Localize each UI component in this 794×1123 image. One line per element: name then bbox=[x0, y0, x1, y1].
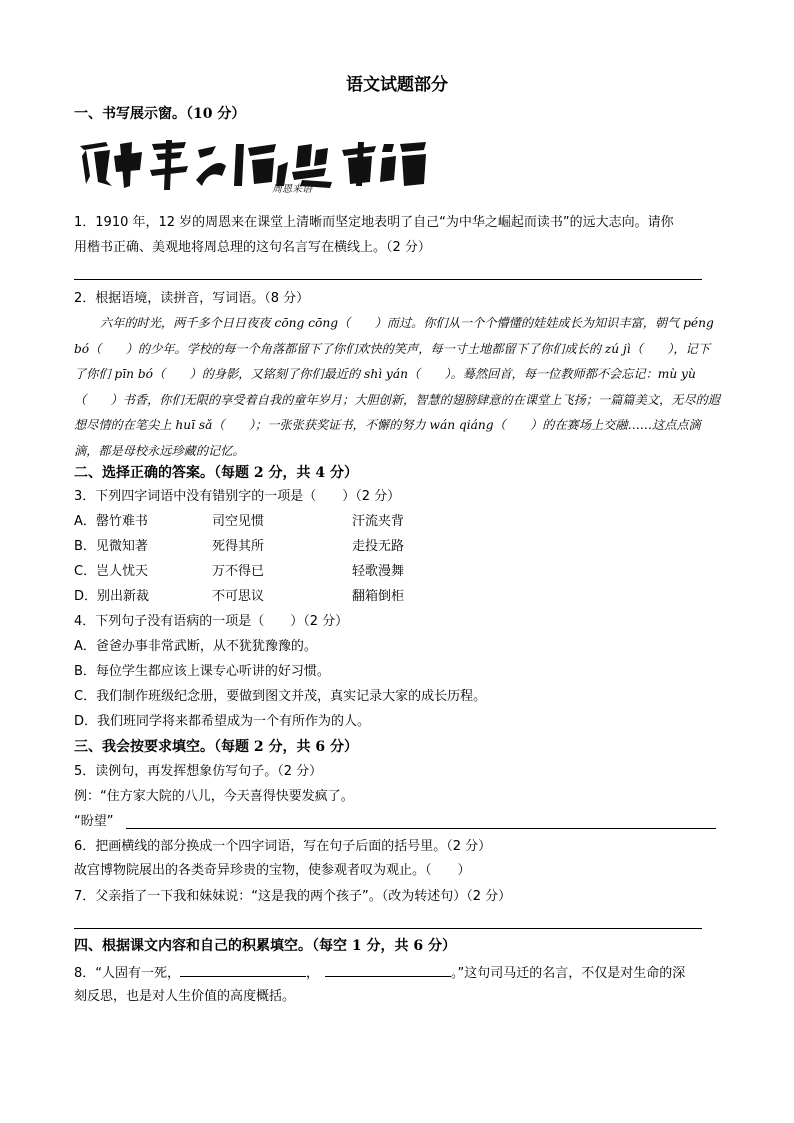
q7-stem: 7．父亲指了一下我和妹妹说：“这是我的两个孩子”。（改为转述句）（2 分） bbox=[74, 889, 512, 904]
section-1-heading: 一、书写展示窗。（10 分） bbox=[74, 106, 246, 122]
q8-blank-1[interactable] bbox=[180, 962, 306, 977]
q2-heading: 2．根据语境，读拼音，写词语。（8 分） bbox=[74, 291, 310, 306]
q1-answer-line[interactable] bbox=[74, 279, 702, 280]
q6-sentence: 故宫博物院展出的各类奇异珍贵的宝物，使参观者叹为观止。（ ） bbox=[74, 863, 471, 878]
q5-answer-line[interactable] bbox=[126, 828, 716, 829]
q3-option-d-word-3: 翻箱倒柜 bbox=[352, 589, 405, 604]
q8-blank-2[interactable] bbox=[325, 962, 451, 977]
q6-stem: 6．把画横线的部分换成一个四字词语，写在句子后面的括号里。（2 分） bbox=[74, 839, 492, 854]
q3-option-c-word-2: 万不得已 bbox=[212, 564, 265, 579]
q3-option-c[interactable]: C．岂人忧天 bbox=[74, 564, 149, 579]
q7-answer-line[interactable] bbox=[74, 928, 702, 929]
q1-line-1: 1．1910 年，12 岁的周恩来在课堂上清晰而坚定地表明了自己“为中华之崛起而读书”的远大志向。请你 bbox=[74, 215, 674, 230]
calligraphy-image bbox=[76, 136, 432, 196]
q4-stem: 4．下列句子没有语病的一项是（ ）（2 分） bbox=[74, 614, 349, 629]
q3-option-d[interactable]: D．别出新裁 bbox=[74, 589, 150, 604]
q2-passage: 六年的时光，两千多个日日夜夜 cōng cōng（ ）而过。你们从一个个懵懂的娃娃成长为知识丰富，朝气 péng bó（ ）的少年。学校的每一个角落都留下了你们欢快的笑声，每一寸土地都留下了你们成长的 zú jì（ ），记下了你们 pīn bó（ ）的身影，又铭刻了你们最近的 shì yán（ ）。蓦然回首，每一位教师都不会忘记：mù yù（ ）书香，你们无限的享受着自我的童年岁月；大胆创新，智慧的翅膀肆意的在课堂上飞扬；一篇篇美文，无尽的遐想尽情的在笔尖上 huī sǎ（ ）；一张张获奖证书，不懈的努力 wán qiáng（ ）的在赛场上交融……这点点滴滴，都是母校永远珍藏的记忆。 bbox=[74, 316, 720, 458]
q5-stem: 5．读例句，再发挥想象仿写句子。（2 分） bbox=[74, 764, 323, 779]
q8-part-a: 8．“人固有一死， bbox=[74, 966, 181, 981]
section-3-heading: 三、我会按要求填空。（每题 2 分，共 6 分） bbox=[74, 739, 358, 755]
q3-option-b[interactable]: B．见微知著 bbox=[74, 539, 148, 554]
q8-part-b: ， bbox=[306, 966, 320, 981]
page-title: 语文试题部分 bbox=[346, 75, 448, 95]
q4-option-d[interactable]: D．我们班同学将来都希望成为一个有所作为的人。 bbox=[74, 714, 371, 729]
section-4-heading: 四、根据课文内容和自己的积累填空。（每空 1 分，共 6 分） bbox=[74, 938, 456, 954]
q3-option-a-word-3: 汗流夹背 bbox=[352, 514, 405, 529]
q3-option-a-word-2: 司空见惯 bbox=[212, 514, 265, 529]
q5-prompt: “盼望” bbox=[74, 814, 114, 829]
q4-option-a[interactable]: A．爸爸办事非常武断，从不犹犹豫豫的。 bbox=[74, 639, 317, 654]
q3-stem: 3．下列四字词语中没有错别字的一项是（ ）（2 分） bbox=[74, 489, 401, 504]
q3-option-b-word-2: 死得其所 bbox=[212, 539, 265, 554]
q4-option-c[interactable]: C．我们制作班级纪念册，要做到图文并茂，真实记录大家的成长历程。 bbox=[74, 689, 487, 704]
q3-option-d-word-2: 不可思议 bbox=[212, 589, 265, 604]
q3-option-a[interactable]: A．罄竹难书 bbox=[74, 514, 148, 529]
q8-line-1 bbox=[74, 962, 718, 984]
q8-part-c: 。”这句司马迁的名言，不仅是对生命的深 bbox=[451, 966, 686, 981]
q5-example: 例：“住方家大院的八儿，今天喜得快要发疯了。 bbox=[74, 789, 354, 804]
q1-line-2: 用楷书正确、美观地将周总理的这句名言写在横线上。（2 分） bbox=[74, 240, 431, 255]
q3-option-c-word-3: 轻歌漫舞 bbox=[352, 564, 405, 579]
section-2-heading: 二、选择正确的答案。（每题 2 分，共 4 分） bbox=[74, 465, 358, 481]
q3-option-b-word-3: 走投无路 bbox=[352, 539, 405, 554]
q8-line-2: 刻反思，也是对人生价值的高度概括。 bbox=[74, 989, 296, 1004]
q4-option-b[interactable]: B．每位学生都应该上课专心听讲的好习惯。 bbox=[74, 664, 330, 679]
calligraphy-strokes bbox=[80, 140, 426, 190]
calligraphy-signature: 周恩来语 bbox=[272, 184, 312, 195]
